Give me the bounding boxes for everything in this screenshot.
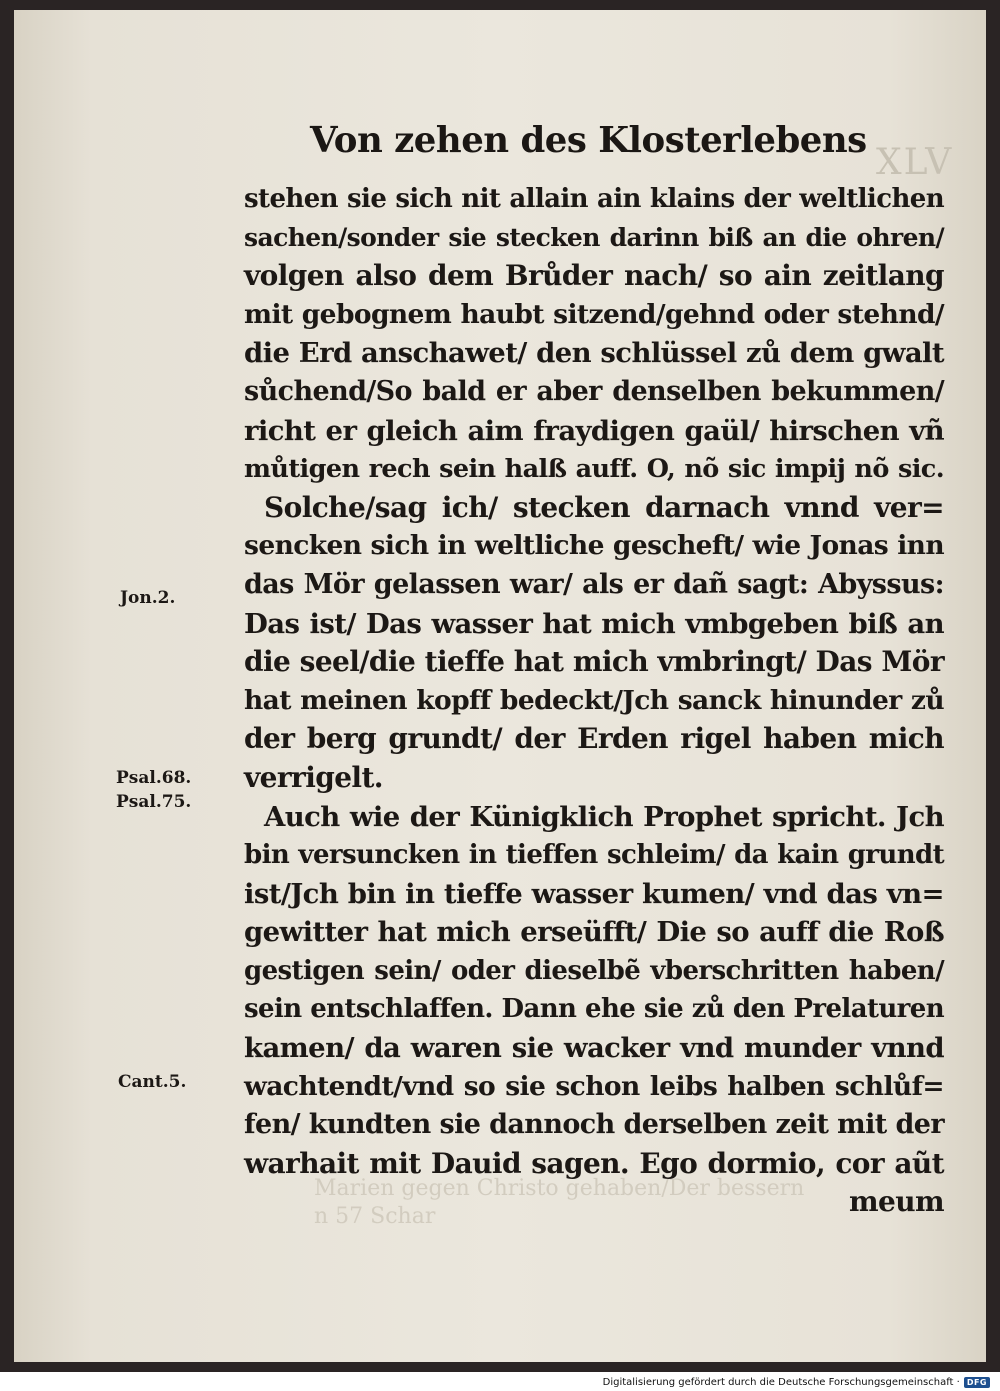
text-line: mit gebognem haubt sitzend/gehnd oder stehnd/ [244, 298, 944, 330]
body-text [244, 180, 944, 1222]
text-line: sůchend/So bald er aber denselben bekummen/ [244, 375, 944, 407]
text-line: bin versuncken in tieffen schleim/ da kain grundt [244, 840, 944, 871]
bleed-through-line: Marien gegen Christo gehaben/Der bessern [314, 1176, 805, 1201]
text-line: sein entschlaffen. Dann ehe sie zů den Prelaturen [244, 994, 944, 1025]
text-line: die Erd anschawet/ den schlüssel zů dem gwalt [244, 337, 944, 370]
text-line: Solche/sag ich/ stecken darnach vnnd ver= [264, 490, 944, 524]
catchword: meum [848, 1185, 944, 1219]
text-line: můtigen rech sein halß auff. O, nõ sic impij nõ sic. [244, 454, 944, 485]
text-line: warhait mit Dauid sagen. Ego dormio, cor aũt [244, 1146, 944, 1180]
text-line: gestigen sein/ oder dieselbẽ vberschritten haben/ [244, 955, 944, 986]
digitization-footer [600, 1374, 990, 1390]
text-line: sachen/sonder sie stecken darinn biß an die ohren/ [244, 222, 944, 252]
text-line: Auch wie der Künigklich Prophet spricht. Jch [264, 800, 944, 833]
dfg-logo-icon: DFG [964, 1377, 990, 1388]
text-line: ist/Jch bin in tieffe wasser kumen/ vnd das vn= [244, 877, 944, 910]
text-line: richt er gleich aim fraydigen gaül/ hirschen vñ [244, 414, 944, 447]
text-line: kamen/ da waren sie wacker vnd munder vnnd [244, 1032, 944, 1065]
text-line: das Mör gelassen war/ als er dañ sagt: Abyssus: [244, 568, 944, 600]
text-line: wachtendt/vnd so sie schon leibs halben schlůf= [244, 1070, 944, 1102]
running-head: Von zehen des Klosterlebens [310, 120, 867, 161]
footer-text: Digitalisierung gefördert durch die Deutsche Forschungsgemeinschaft · [602, 1376, 960, 1388]
text-line: volgen also dem Brůder nach/ so ain zeitlang [244, 259, 944, 293]
text-line: der berg grundt/ der Erden rigel haben mich [244, 722, 944, 756]
text-line: stehen sie sich nit allain ain klains der weltlichen [244, 184, 944, 214]
text-line: hat meinen kopff bedeckt/Jch sanck hinunder zů [244, 684, 944, 716]
text-line: fen/ kundten sie dannoch derselben zeit mit der [244, 1109, 944, 1141]
text-line: gewitter hat mich erseüfft/ Die so auff die Roß [244, 916, 944, 949]
text-line: sencken sich in weltliche gescheft/ wie Jonas inn [244, 530, 944, 562]
text-line: verrigelt. [244, 760, 383, 794]
text-line: die seel/die tieffe hat mich vmbringt/ Das Mör [244, 645, 944, 679]
bleed-through-line: n 57 Schar [314, 1204, 436, 1229]
margin-note-psal-68: Psal.68. [116, 768, 192, 788]
margin-note-jon: Jon.2. [120, 588, 176, 608]
margin-note-cant: Cant.5. [118, 1072, 187, 1092]
text-line: Das ist/ Das wasser hat mich vmbgeben biß an [244, 607, 944, 640]
bleed-through-page-number: XLV [876, 142, 954, 183]
margin-note-psal-75: Psal.75. [116, 792, 192, 812]
